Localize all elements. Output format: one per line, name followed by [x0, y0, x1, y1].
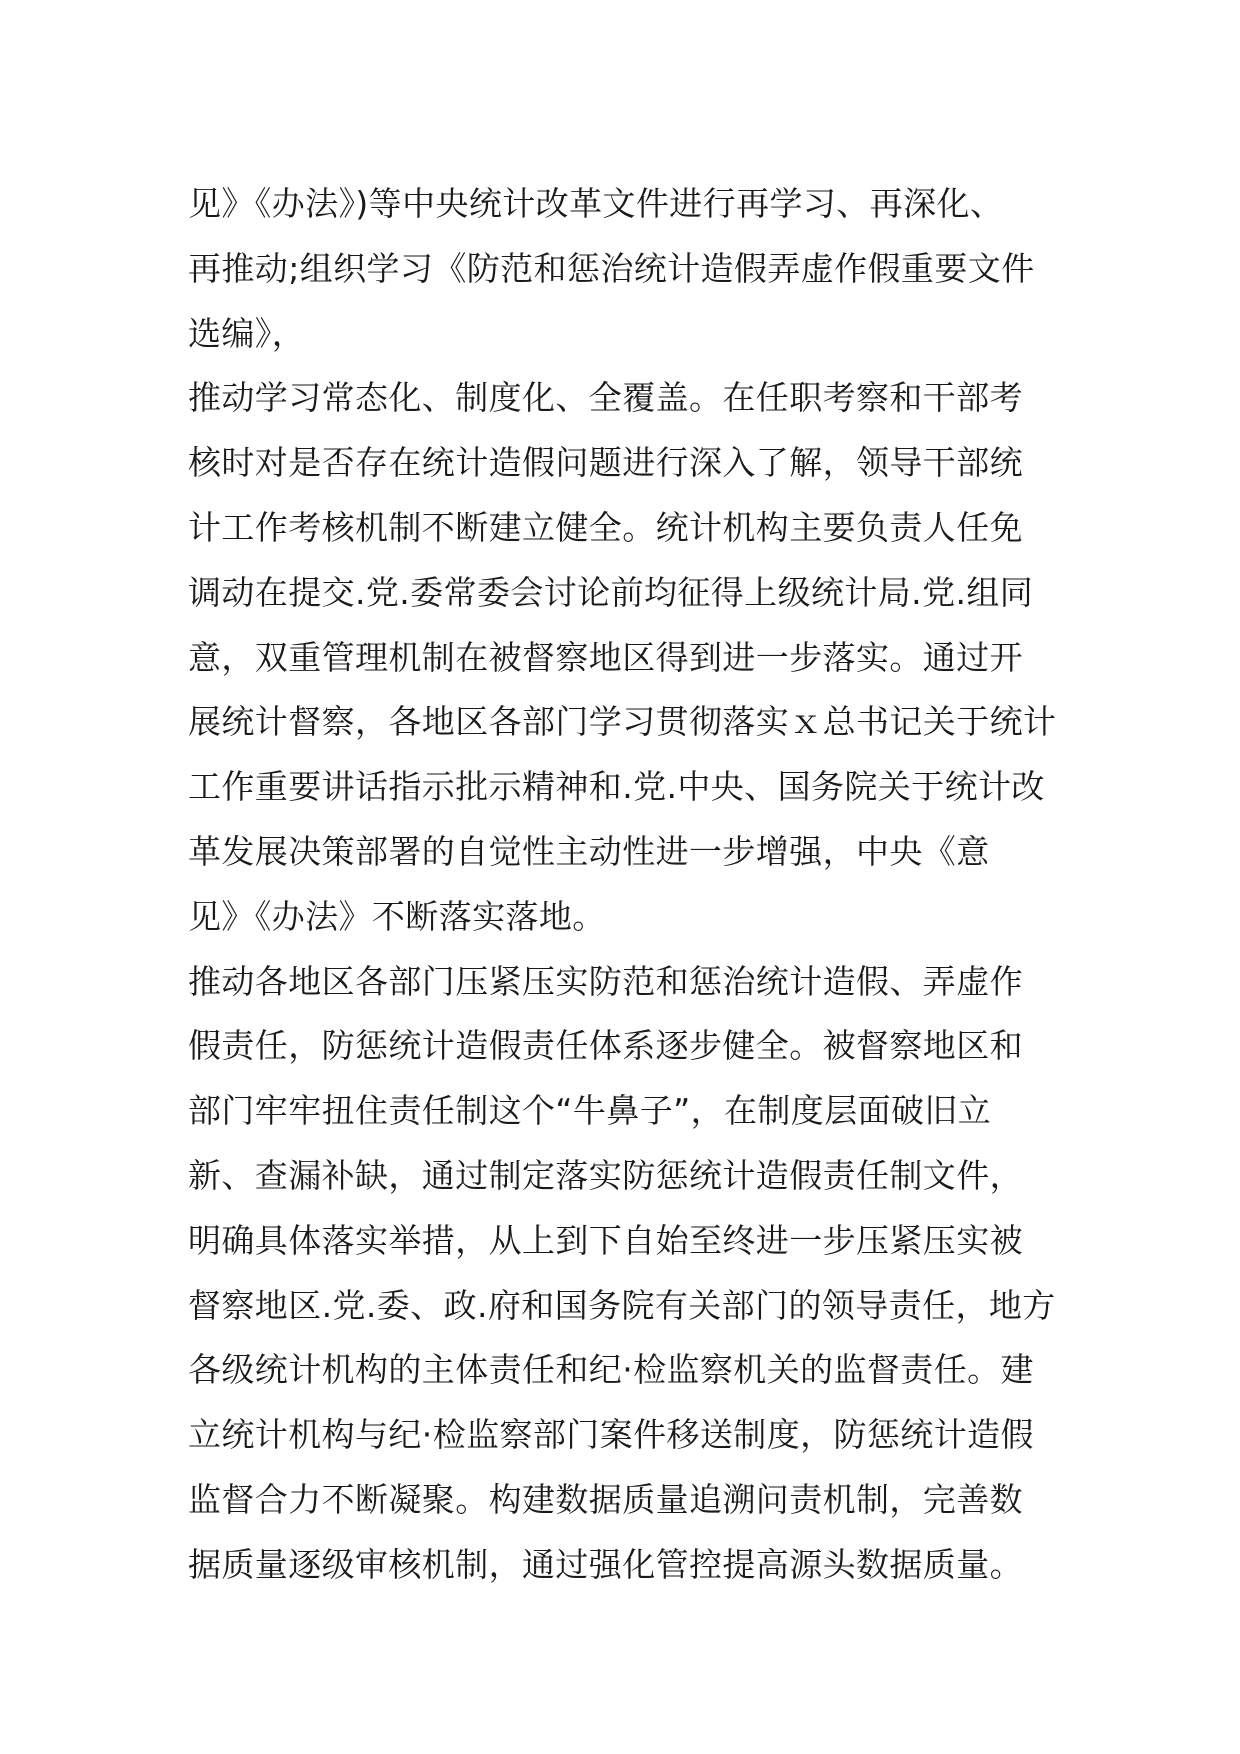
- text-line: 再推动;组织学习《防范和惩治统计造假弄虚作假重要文件: [188, 248, 1035, 288]
- text-line: 部门牢牢扭住责任制这个“牛鼻子”，在制度层面破旧立: [188, 1091, 992, 1131]
- text-line: 明确具体落实举措，从上到下自始至终进一步压紧压实被: [188, 1220, 1023, 1260]
- text-line: 核时对是否存在统计造假问题进行深入了解，领导干部统: [188, 443, 1023, 483]
- text-line: 调动在提交.党.委常委会讨论前均征得上级统计局.党.组同: [188, 572, 1034, 612]
- text-line: 意，双重管理机制在被督察地区得到进一步落实。通过开: [188, 637, 1023, 677]
- text-line: 展统计督察，各地区各部门学习贯彻落实ｘ总书记关于统计: [188, 702, 1057, 742]
- text-line: 推动学习常态化、制度化、全覆盖。在任职考察和干部考: [188, 378, 1023, 418]
- body-text: [188, 172, 1068, 1598]
- text-line: 工作重要讲话指示批示精神和.党.中央、国务院关于统计改: [188, 767, 1045, 807]
- text-line: 立统计机构与纪·检监察部门案件移送制度，防惩统计造假: [188, 1415, 1034, 1455]
- text-line: 假责任，防惩统计造假责任体系逐步健全。被督察地区和: [188, 1026, 1023, 1066]
- text-line: 见》《办法》)等中央统计改革文件进行再学习、再深化、: [188, 184, 1004, 223]
- text-line: 选编》，: [188, 313, 306, 353]
- text-line: 计工作考核机制不断建立健全。统计机构主要负责人任免: [188, 507, 1023, 547]
- text-line: 推动各地区各部门压紧压实防范和惩治统计造假、弄虚作: [188, 961, 1023, 1001]
- text-line: 监督合力不断凝聚。构建数据质量追溯问责机制，完善数: [188, 1479, 1023, 1519]
- text-line: 督察地区.党.委、政.府和国务院有关部门的领导责任，地方: [188, 1285, 1056, 1325]
- text-line: 革发展决策部署的自觉性主动性进一步增强，中央《意: [188, 831, 990, 871]
- text-line: 新、查漏补缺，通过制定落实防惩统计造假责任制文件，: [188, 1155, 1023, 1195]
- text-line: 见》《办法》不断落实落地。: [188, 896, 606, 936]
- text-line: 各级统计机构的主体责任和纪·检监察机关的监督责任。建: [188, 1350, 1034, 1390]
- text-line: 据质量逐级审核机制，通过强化管控提高源头数据质量。: [188, 1544, 1023, 1584]
